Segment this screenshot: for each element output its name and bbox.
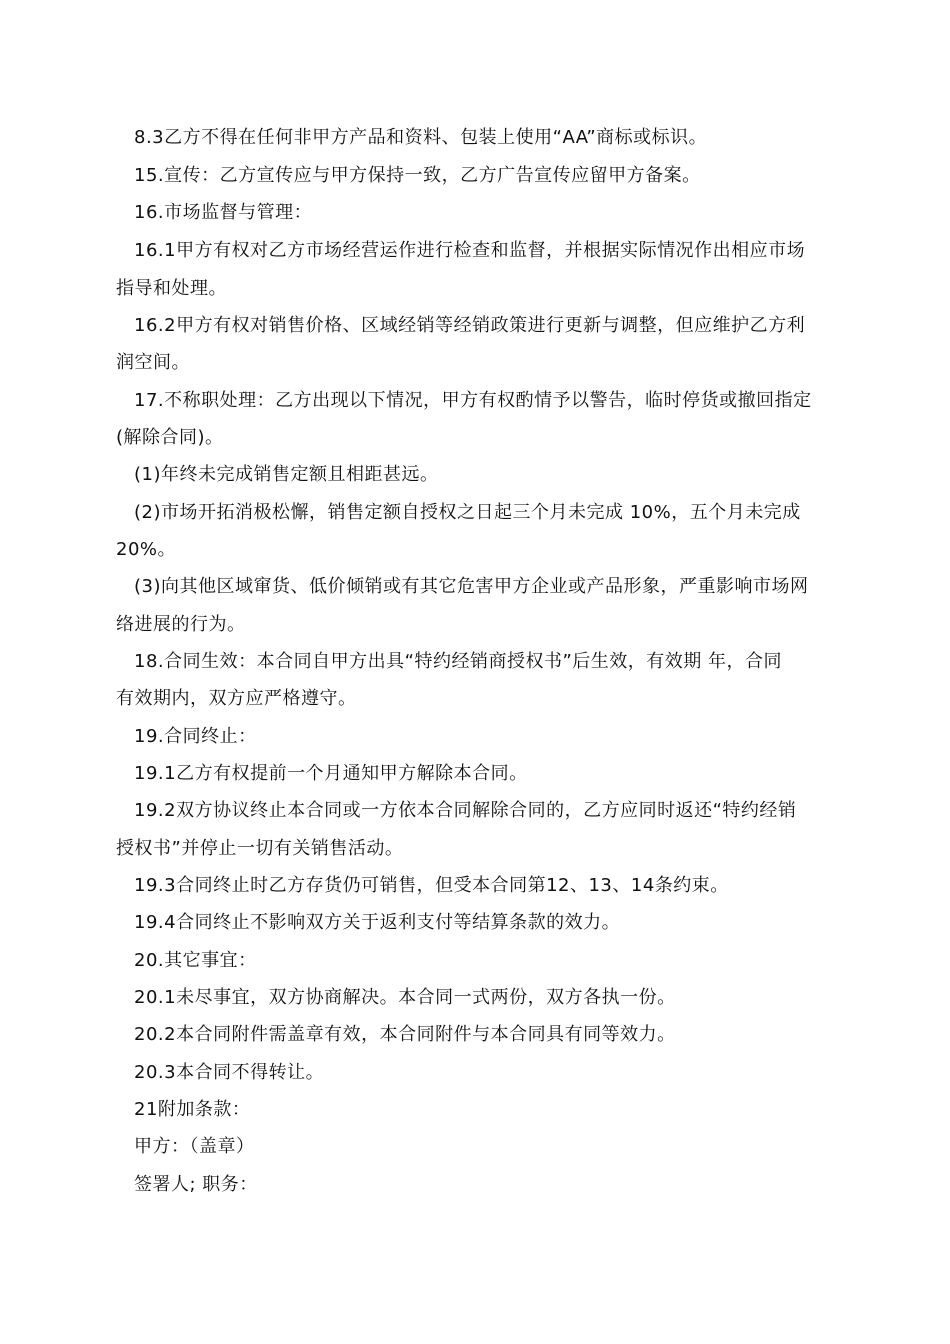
clause-17-line-2: (解除合同)。 (116, 427, 224, 448)
clause-17-line-1: 17.不称职处理：乙方出现以下情况，甲方有权酌情予以警告，临时停货或撤回指定 (134, 390, 812, 411)
clause-19-1: 19.1乙方有权提前一个月通知甲方解除本合同。 (134, 763, 528, 784)
clause-19-3: 19.3合同终止时乙方存货仍可销售，但受本合同第12、13、14条约束。 (134, 875, 729, 896)
clause-18-line-1: 18.合同生效：本合同自甲方出具“特约经销商授权书”后生效，有效期 年，合同 (134, 651, 782, 672)
clause-20: 20.其它事宜： (134, 950, 257, 971)
clause-15: 15.宣传：乙方宣传应与甲方保持一致，乙方广告宣传应留甲方备案。 (134, 165, 701, 186)
clause-20-1: 20.1未尽事宜，双方协商解决。本合同一式两份，双方各执一份。 (134, 987, 676, 1008)
clause-20-3: 20.3本合同不得转让。 (134, 1062, 325, 1083)
clause-16: 16.市场监督与管理： (134, 202, 313, 223)
clause-16-2-line-2: 润空间。 (116, 352, 190, 373)
clause-16-2-line-1: 16.2甲方有权对销售价格、区域经销等经销政策进行更新与调整，但应维护乙方利 (134, 315, 806, 336)
clause-20-2: 20.2本合同附件需盖章有效，本合同附件与本合同具有同等效力。 (134, 1024, 676, 1045)
clause-17-item-2-line-1: (2)市场开拓消极松懈，销售定额自授权之日起三个月未完成 10%，五个月未完成 (134, 502, 801, 523)
clause-19: 19.合同终止： (134, 726, 257, 747)
clause-17-item-3-line-2: 络进展的行为。 (116, 614, 246, 635)
clause-16-1-line-2: 指导和处理。 (116, 278, 227, 299)
clause-16-1-line-1: 16.1甲方有权对乙方市场经营运作进行检查和监督，并根据实际情况作出相应市场 (134, 240, 806, 261)
clause-21: 21附加条款： (134, 1099, 251, 1120)
clause-19-2-line-1: 19.2双方协议终止本合同或一方依本合同解除合同的，乙方应同时返还“特约经销 (134, 800, 797, 821)
clause-18-line-2: 有效期内，双方应严格遵守。 (116, 688, 357, 709)
signatory-position: 签署人; 职务： (134, 1174, 258, 1195)
clause-8-3: 8.3乙方不得在任何非甲方产品和资料、包装上使用“AA”商标或标识。 (134, 127, 708, 148)
clause-19-4: 19.4合同终止不影响双方关于返利支付等结算条款的效力。 (134, 912, 621, 933)
clause-17-item-1: (1)年终未完成销售定额且相距甚远。 (134, 464, 439, 485)
party-a-seal: 甲方：（盖章） (134, 1136, 255, 1157)
clause-17-item-2-line-2: 20%。 (116, 539, 177, 560)
clause-17-item-3-line-1: (3)向其他区域窜货、低价倾销或有其它危害甲方企业或产品形象，严重影响市场网 (134, 576, 809, 597)
clause-19-2-line-2: 授权书”并停止一切有关销售活动。 (116, 838, 404, 859)
